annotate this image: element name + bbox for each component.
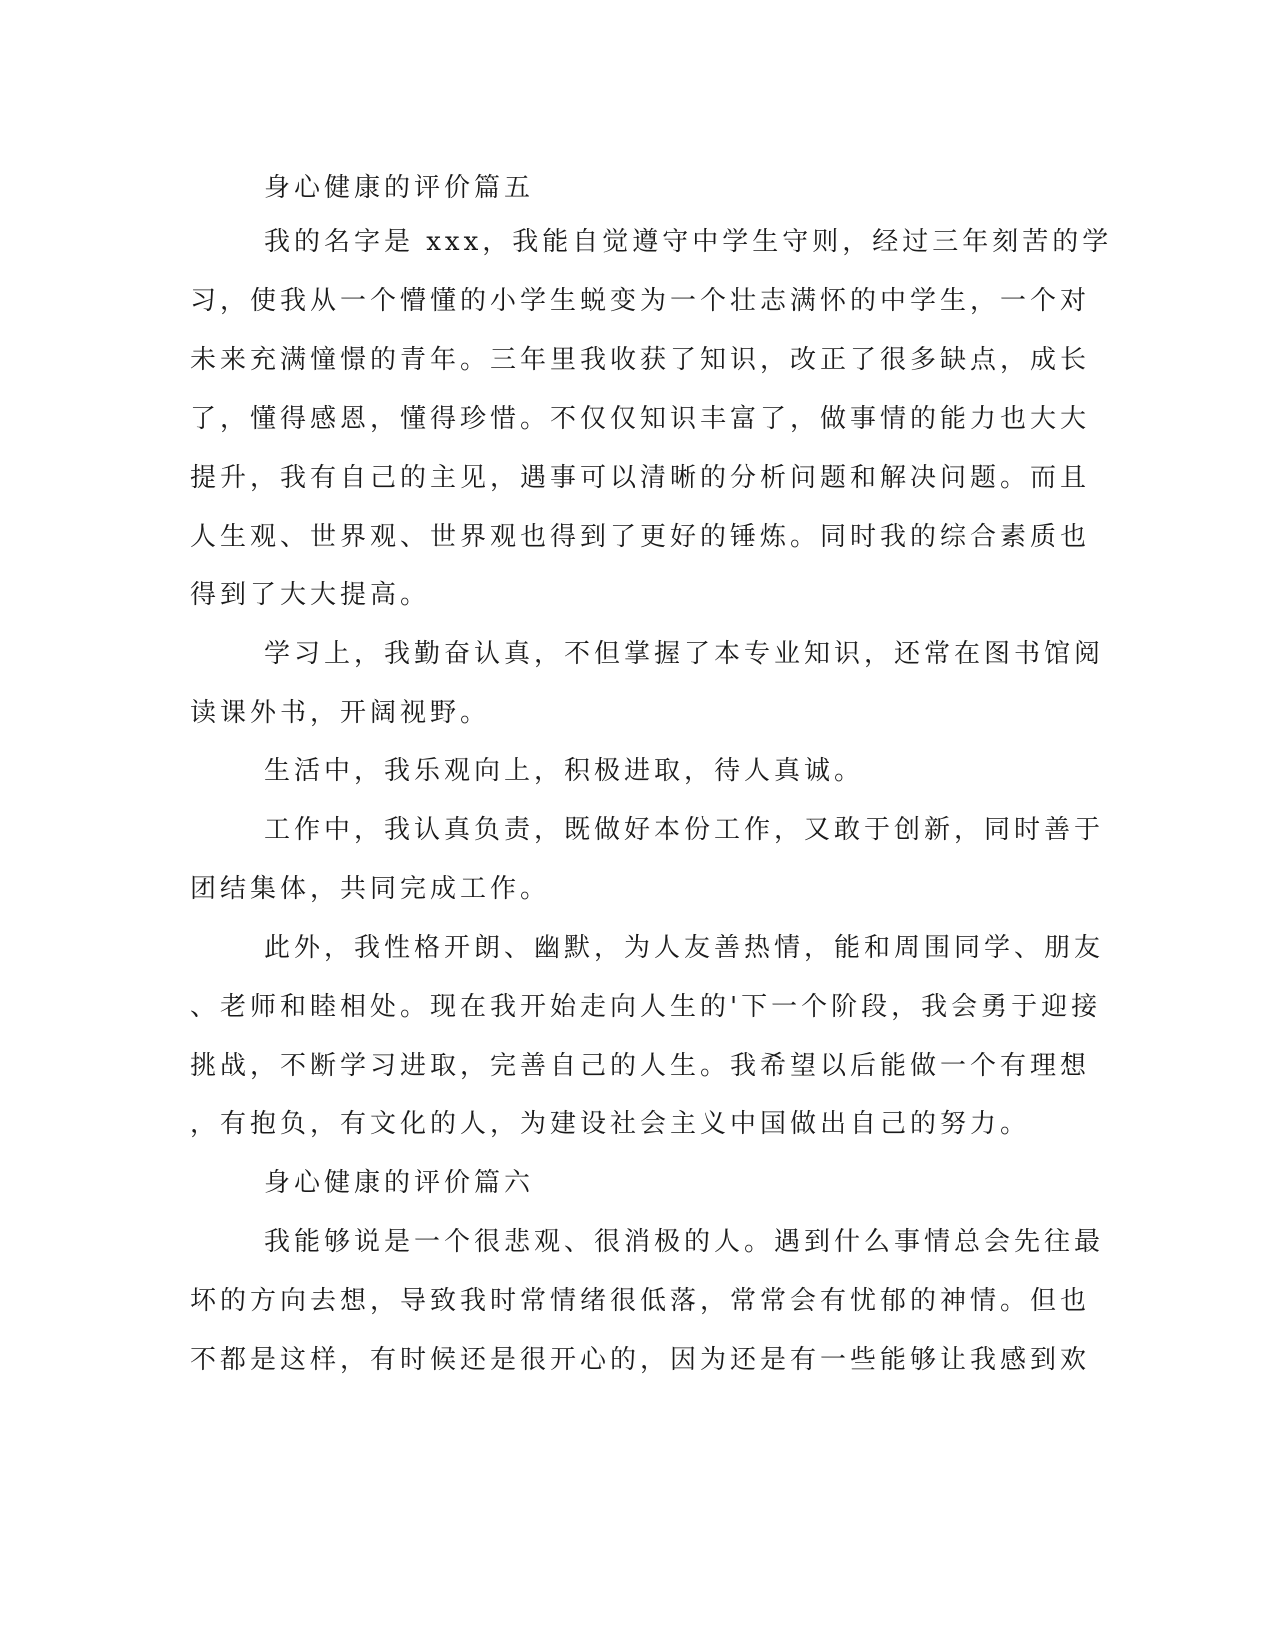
- text-line: 了，懂得感恩，懂得珍惜。不仅仅知识丰富了，做事情的能力也大大: [190, 404, 1091, 434]
- text-line: 工作中，我认真负责，既做好本份工作，又敢于创新，同时善于: [264, 815, 1105, 845]
- text-line: 团结集体，共同完成工作。: [190, 874, 551, 904]
- text-line: 得到了大大提高。: [190, 580, 431, 610]
- text-line: 不都是这样，有时候还是很开心的，因为还是有一些能够让我感到欢: [190, 1345, 1091, 1375]
- section-heading-6: 身心健康的评价篇六: [264, 1168, 535, 1198]
- text-line: 此外，我性格开朗、幽默，为人友善热情，能和周围同学、朋友: [264, 933, 1105, 963]
- text-line: 坏的方向去想，导致我时常情绪很低落，常常会有忧郁的神情。但也: [190, 1286, 1091, 1316]
- text-line: 学习上，我勤奋认真，不但掌握了本专业知识，还常在图书馆阅: [264, 639, 1105, 669]
- text-line: 生活中，我乐观向上，积极进取，待人真诚。: [264, 756, 865, 786]
- text-line: ，有抱负，有文化的人，为建设社会主义中国做出自己的努力。: [190, 1109, 1031, 1139]
- text-line: 我能够说是一个很悲观、很消极的人。遇到什么事情总会先往最: [264, 1227, 1105, 1257]
- text-line: 我的名字是 xxx，我能自觉遵守中学生守则，经过三年刻苦的学: [264, 227, 1113, 257]
- text-line: 提升，我有自己的主见，遇事可以清晰的分析问题和解决问题。而且: [190, 463, 1091, 493]
- text-line: 读课外书，开阔视野。: [190, 698, 491, 728]
- text-line: 人生观、世界观、世界观也得到了更好的锤炼。同时我的综合素质也: [190, 522, 1091, 552]
- text-line: 习，使我从一个懵懂的小学生蜕变为一个壮志满怀的中学生，一个对: [190, 286, 1091, 316]
- text-line: 未来充满憧憬的青年。三年里我收获了知识，改正了很多缺点，成长: [190, 345, 1091, 375]
- section-heading-5: 身心健康的评价篇五: [264, 173, 535, 203]
- text-line: 、老师和睦相处。现在我开始走向人生的'下一个阶段，我会勇于迎接: [190, 992, 1102, 1022]
- text-line: 挑战，不断学习进取，完善自己的人生。我希望以后能做一个有理想: [190, 1051, 1091, 1081]
